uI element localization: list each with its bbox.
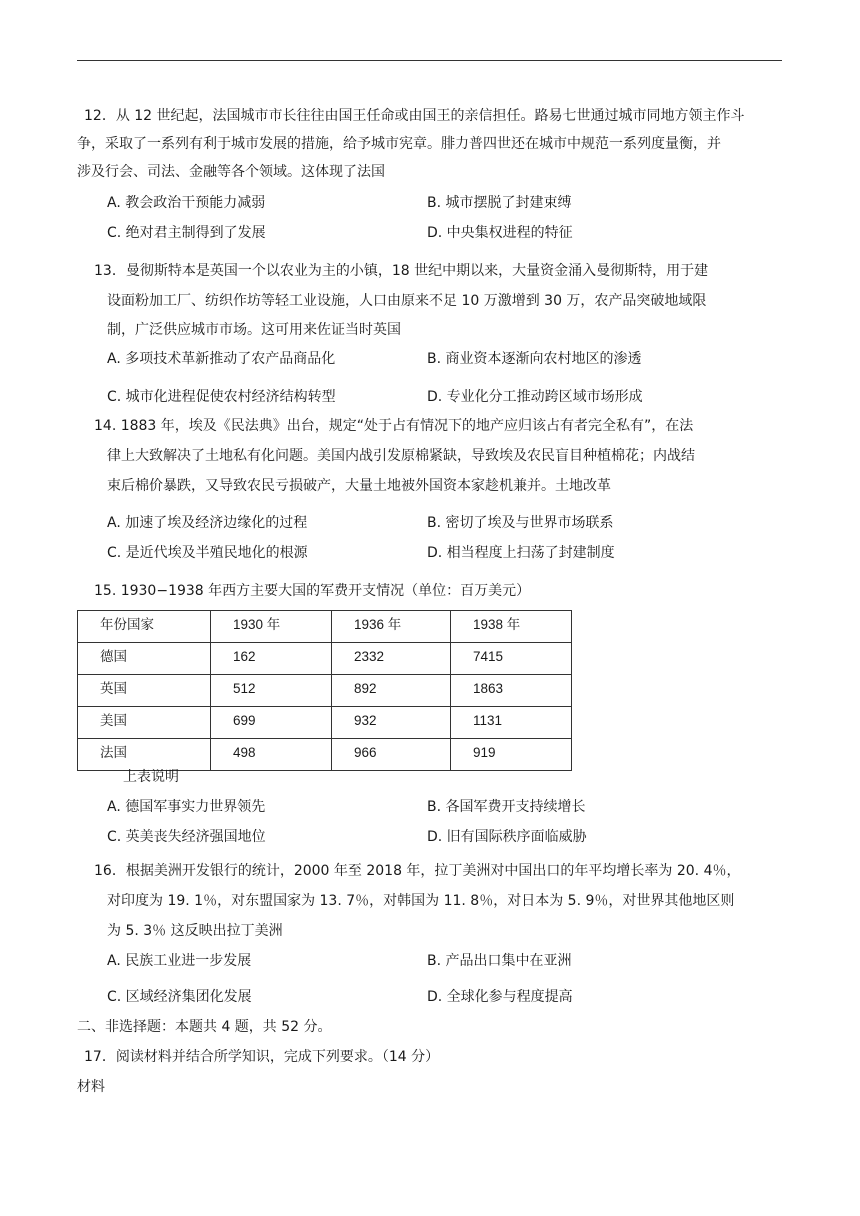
- q16-option-d[interactable]: D. 全球化参与程度提高: [427, 989, 573, 1005]
- q15-option-c[interactable]: C. 英美丧失经济强国地位: [107, 829, 266, 845]
- q12-option-a[interactable]: A. 教会政治干预能力减弱: [107, 195, 266, 211]
- table-cell: 7415: [451, 643, 572, 675]
- q16-option-b[interactable]: B. 产品出口集中在亚洲: [427, 953, 572, 969]
- material-label: 材料: [77, 1079, 105, 1095]
- table-cell: 2332: [332, 643, 451, 675]
- q16-option-c[interactable]: C. 区域经济集团化发展: [107, 989, 252, 1005]
- q14-line-1: 14. 1883 年，埃及《民法典》出台，规定“处于占有情况下的地产应归该占有者完全私有”，在法: [94, 418, 694, 434]
- table-cell: 892: [332, 675, 451, 707]
- q12-line-2: 争，采取了一系列有利于城市发展的措施，给予城市宪章。腓力普四世还在城市中规范一系列度量衡，并: [77, 136, 721, 152]
- q14-option-a[interactable]: A. 加速了埃及经济边缘化的过程: [107, 515, 308, 531]
- q12-option-d[interactable]: D. 中央集权进程的特征: [427, 225, 573, 241]
- q13-line-3: 制，广泛供应城市市场。这可用来佐证当时英国: [107, 322, 401, 338]
- q14-line-2: 律上大致解决了土地私有化问题。美国内战引发原棉紧缺，导致埃及农民盲目种植棉花；内战结: [107, 448, 695, 464]
- table-row: [78, 707, 572, 739]
- q16-line-1: 16．根据美洲开发银行的统计，2000 年至 2018 年，拉丁美洲对中国出口的年平均增长率为 20. 4％，: [94, 863, 741, 879]
- q15-title: 15. 1930−1938 年西方主要大国的军费开支情况（单位：百万美元）: [94, 583, 531, 599]
- military-spending-table: [77, 610, 572, 771]
- table-cell: 美国: [78, 707, 211, 739]
- q14-option-c[interactable]: C. 是近代埃及半殖民地化的根源: [107, 545, 308, 561]
- table-cell: 919: [451, 739, 572, 771]
- q15-caption: 上表说明: [123, 769, 179, 785]
- q13-option-a[interactable]: A. 多项技术革新推动了农产品商品化: [107, 351, 336, 367]
- table-header-cell: 1936 年: [332, 611, 451, 643]
- table-cell: 德国: [78, 643, 211, 675]
- q14-line-3: 束后棉价暴跌，又导致农民亏损破产，大量土地被外国资本家趁机兼并。土地改革: [107, 478, 611, 494]
- q17-prompt: 17．阅读材料并结合所学知识，完成下列要求。（14 分）: [84, 1049, 440, 1065]
- q15-option-a[interactable]: A. 德国军事实力世界领先: [107, 799, 266, 815]
- table-row: [78, 643, 572, 675]
- table-row: [78, 739, 572, 771]
- table-cell: 932: [332, 707, 451, 739]
- table-header-row: [78, 611, 572, 643]
- q12-option-b[interactable]: B. 城市摆脱了封建束缚: [427, 195, 572, 211]
- table-cell: 1863: [451, 675, 572, 707]
- q15-option-d[interactable]: D. 旧有国际秩序面临威胁: [427, 829, 587, 845]
- table-cell: 1131: [451, 707, 572, 739]
- table-header-cell: 年份国家: [78, 611, 211, 643]
- q16-line-2: 对印度为 19. 1％，对东盟国家为 13. 7％，对韩国为 11. 8％，对日本为 5. 9％，对世界其他地区则: [107, 893, 735, 909]
- header-rule: [77, 60, 782, 61]
- q12-line-1: 12．从 12 世纪起，法国城市市长往往由国王任命或由国王的亲信担任。路易七世通过城市同地方领主作斗: [84, 108, 745, 124]
- q13-line-1: 13．曼彻斯特本是英国一个以农业为主的小镇，18 世纪中期以来，大量资金涌入曼彻斯特，用于建: [94, 263, 709, 279]
- q13-option-c[interactable]: C. 城市化进程促使农村经济结构转型: [107, 389, 336, 405]
- table-cell: 162: [211, 643, 332, 675]
- table-cell: 法国: [78, 739, 211, 771]
- q13-line-2: 设面粉加工厂、纺织作坊等轻工业设施，人口由原来不足 10 万激增到 30 万，农产品突破地域限: [107, 293, 707, 309]
- table-cell: 966: [332, 739, 451, 771]
- q13-option-b[interactable]: B. 商业资本逐渐向农村地区的渗透: [427, 351, 642, 367]
- table-cell: 699: [211, 707, 332, 739]
- table-cell: 498: [211, 739, 332, 771]
- q14-option-d[interactable]: D. 相当程度上扫荡了封建制度: [427, 545, 615, 561]
- q14-option-b[interactable]: B. 密切了埃及与世界市场联系: [427, 515, 614, 531]
- q16-line-3: 为 5. 3％ 这反映出拉丁美洲: [107, 923, 283, 939]
- table-header-cell: 1930 年: [211, 611, 332, 643]
- q16-option-a[interactable]: A. 民族工业进一步发展: [107, 953, 252, 969]
- table-cell: 512: [211, 675, 332, 707]
- q12-option-c[interactable]: C. 绝对君主制得到了发展: [107, 225, 266, 241]
- section-heading: 二、非选择题：本题共 4 题，共 52 分。: [77, 1019, 332, 1035]
- q15-option-b[interactable]: B. 各国军费开支持续增长: [427, 799, 586, 815]
- q12-line-3: 涉及行会、司法、金融等各个领域。这体现了法国: [77, 164, 385, 180]
- table-header-cell: 1938 年: [451, 611, 572, 643]
- table-row: [78, 675, 572, 707]
- table-cell: 英国: [78, 675, 211, 707]
- q13-option-d[interactable]: D. 专业化分工推动跨区域市场形成: [427, 389, 643, 405]
